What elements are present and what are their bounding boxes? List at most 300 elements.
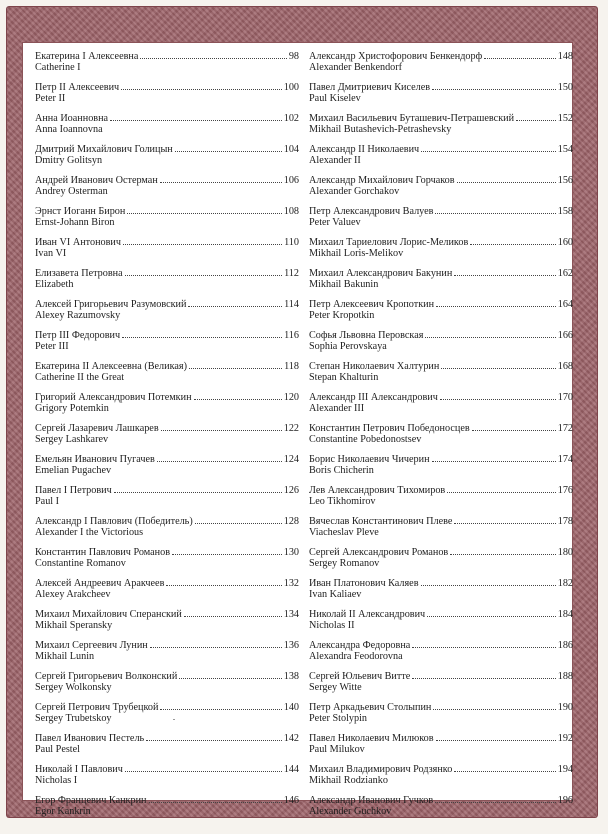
entry-page-number: 142 bbox=[283, 733, 299, 744]
dot-leader bbox=[194, 398, 282, 400]
toc-entry-line bbox=[35, 113, 299, 124]
entry-english-name: Mikhail Bakunin bbox=[309, 279, 379, 290]
dot-leader bbox=[114, 491, 282, 493]
dot-leader bbox=[149, 801, 282, 803]
entry-page-number: 192 bbox=[557, 733, 573, 744]
toc-entry-line bbox=[309, 702, 573, 713]
entry-page-number: 122 bbox=[283, 423, 299, 434]
toc-entry bbox=[35, 609, 299, 640]
dot-leader bbox=[436, 739, 556, 741]
toc-entry bbox=[35, 175, 299, 206]
dot-leader bbox=[189, 367, 282, 369]
toc-entry bbox=[309, 640, 573, 671]
entry-english-name: Peter II bbox=[35, 93, 66, 104]
entry-english-name: Sergey Lashkarev bbox=[35, 434, 109, 445]
entry-page-number: 144 bbox=[283, 764, 299, 775]
entry-page-number: 140 bbox=[283, 702, 299, 713]
entry-english-name: Elizabeth bbox=[35, 279, 74, 290]
entry-russian-name: Николай I Павлович bbox=[35, 764, 123, 775]
toc-entry-line bbox=[309, 361, 573, 372]
entry-russian-name: Петр Аркадьевич Столыпин bbox=[309, 702, 432, 713]
toc-entry bbox=[309, 671, 573, 702]
toc-entry bbox=[309, 764, 573, 795]
toc-entry-line bbox=[35, 547, 299, 558]
toc-entry-line bbox=[309, 144, 573, 155]
entry-russian-name: Емельян Иванович Пугачев bbox=[35, 454, 155, 465]
entry-page-number: 100 bbox=[283, 82, 299, 93]
entry-english-name: Mikhail Butashevich-Petrashevsky bbox=[309, 124, 452, 135]
entry-english-name: Stepan Khalturin bbox=[309, 372, 379, 383]
entry-russian-name: Александр II Николаевич bbox=[309, 144, 420, 155]
dot-leader bbox=[127, 212, 281, 214]
entry-english-name: Paul Milukov bbox=[309, 744, 365, 755]
dot-leader bbox=[421, 150, 556, 152]
toc-entry bbox=[35, 485, 299, 516]
entry-english-name: Mikhail Lunin bbox=[35, 651, 95, 662]
entry-russian-name: Лев Александрович Тихомиров bbox=[309, 485, 446, 496]
entry-page-number: 146 bbox=[283, 795, 299, 806]
entry-page-number: 108 bbox=[283, 206, 299, 217]
toc-entry bbox=[35, 702, 299, 733]
dot-leader bbox=[140, 57, 286, 59]
entry-english-name: Constantine Romanov bbox=[35, 558, 126, 569]
toc-entry-line bbox=[309, 392, 573, 403]
toc-entry-line bbox=[309, 578, 573, 589]
toc-entry bbox=[309, 330, 573, 361]
dot-leader bbox=[447, 491, 555, 493]
toc-entry bbox=[35, 578, 299, 609]
entry-page-number: 124 bbox=[283, 454, 299, 465]
entry-english-name: Catherine I bbox=[35, 62, 81, 73]
toc-entry-line bbox=[35, 578, 299, 589]
entry-russian-name: Эрнст Иоганн Бирон bbox=[35, 206, 126, 217]
entry-page-number: 126 bbox=[283, 485, 299, 496]
toc-entry bbox=[35, 764, 299, 795]
entry-english-name: Sergey Trubetskoy bbox=[35, 713, 112, 724]
toc-entry-line bbox=[35, 764, 299, 775]
entry-russian-name: Павел Иванович Пестель bbox=[35, 733, 145, 744]
print-speck bbox=[173, 719, 175, 720]
entry-russian-name: Александр Михайлович Горчаков bbox=[309, 175, 455, 186]
dot-leader bbox=[412, 646, 555, 648]
entry-english-name: Grigory Potemkin bbox=[35, 403, 109, 414]
toc-entry bbox=[35, 516, 299, 547]
dot-leader bbox=[516, 119, 556, 121]
dot-leader bbox=[436, 305, 556, 307]
entry-english-name: Alexey Arakcheev bbox=[35, 589, 111, 600]
entry-russian-name: Михаил Тариелович Лорис-Меликов bbox=[309, 237, 469, 248]
dot-leader bbox=[454, 274, 555, 276]
dot-leader bbox=[188, 305, 282, 307]
toc-entry-line bbox=[309, 82, 573, 93]
entry-page-number: 152 bbox=[557, 113, 573, 124]
entry-russian-name: Сергей Григорьевич Волконский bbox=[35, 671, 178, 682]
entry-english-name: Leo Tikhomirov bbox=[309, 496, 376, 507]
entry-english-name: Alexandra Feodorovna bbox=[309, 651, 403, 662]
entry-page-number: 120 bbox=[283, 392, 299, 403]
entry-english-name: Alexander II bbox=[309, 155, 361, 166]
entry-english-name: Nicholas II bbox=[309, 620, 355, 631]
toc-column-right bbox=[309, 51, 573, 826]
entry-page-number: 136 bbox=[283, 640, 299, 651]
toc-entry-line bbox=[35, 206, 299, 217]
toc-entry bbox=[309, 702, 573, 733]
dot-leader bbox=[150, 646, 282, 648]
entry-russian-name: Константин Петрович Победоносцев bbox=[309, 423, 470, 434]
entry-page-number: 112 bbox=[284, 268, 299, 279]
entry-russian-name: Александр I Павлович (Победитель) bbox=[35, 516, 193, 527]
toc-entry-line bbox=[309, 330, 573, 341]
entry-russian-name: Петр Алексеевич Кропоткин bbox=[309, 299, 435, 310]
toc-entry bbox=[309, 454, 573, 485]
toc-entry-line bbox=[35, 392, 299, 403]
dot-leader bbox=[166, 584, 281, 586]
dot-leader bbox=[121, 88, 282, 90]
entry-page-number: 178 bbox=[557, 516, 573, 527]
entry-page-number: 184 bbox=[557, 609, 573, 620]
entry-russian-name: Сергей Лазаревич Лашкарев bbox=[35, 423, 159, 434]
toc-entry bbox=[309, 485, 573, 516]
entry-page-number: 134 bbox=[283, 609, 299, 620]
entry-english-name: Alexander Guchkov bbox=[309, 806, 392, 817]
toc-entry-line bbox=[309, 485, 573, 496]
dot-leader bbox=[435, 801, 556, 803]
entry-page-number: 188 bbox=[557, 671, 573, 682]
entry-english-name: Dmitry Golitsyn bbox=[35, 155, 103, 166]
toc-entry bbox=[35, 330, 299, 361]
entry-english-name: Catherine II the Great bbox=[35, 372, 125, 383]
toc-entry-line bbox=[309, 113, 573, 124]
dot-leader bbox=[441, 367, 555, 369]
entry-russian-name: Александр Христофорович Бенкендорф bbox=[309, 51, 483, 62]
dot-leader bbox=[412, 677, 555, 679]
entry-russian-name: Петр II Алексеевич bbox=[35, 82, 120, 93]
entry-russian-name: Петр III Федорович bbox=[35, 330, 121, 341]
entry-english-name: Ivan Kaliaev bbox=[309, 589, 362, 600]
entry-english-name: Emelian Pugachev bbox=[35, 465, 112, 476]
entry-english-name: Peter Stolypin bbox=[309, 713, 368, 724]
toc-entry-line bbox=[35, 51, 299, 62]
dot-leader bbox=[122, 336, 282, 338]
entry-page-number: 176 bbox=[557, 485, 573, 496]
toc-entry-line bbox=[309, 175, 573, 186]
entry-russian-name: Алексей Андреевич Аракчеев bbox=[35, 578, 165, 589]
toc-entry-line bbox=[35, 330, 299, 341]
entry-page-number: 174 bbox=[557, 454, 573, 465]
toc-entry bbox=[309, 547, 573, 578]
toc-entry bbox=[35, 113, 299, 144]
entry-russian-name: Александр Иванович Гучков bbox=[309, 795, 434, 806]
entry-page-number: 128 bbox=[283, 516, 299, 527]
dot-leader bbox=[433, 708, 555, 710]
toc-entry-line bbox=[309, 268, 573, 279]
dot-leader bbox=[175, 150, 282, 152]
toc-entry bbox=[309, 795, 573, 826]
toc-entry bbox=[309, 237, 573, 268]
dot-leader bbox=[472, 429, 556, 431]
toc-entry bbox=[35, 206, 299, 237]
dot-leader bbox=[454, 522, 555, 524]
entry-page-number: 132 bbox=[283, 578, 299, 589]
toc-entry bbox=[35, 423, 299, 454]
entry-page-number: 172 bbox=[557, 423, 573, 434]
dot-leader bbox=[161, 429, 282, 431]
toc-entry bbox=[309, 299, 573, 330]
toc-entry-line bbox=[309, 299, 573, 310]
entry-russian-name: Андрей Иванович Остерман bbox=[35, 175, 158, 186]
toc-entry bbox=[35, 144, 299, 175]
toc-entry bbox=[35, 454, 299, 485]
entry-page-number: 180 bbox=[557, 547, 573, 558]
dot-leader bbox=[425, 336, 555, 338]
toc-entry-line bbox=[35, 361, 299, 372]
dot-leader bbox=[484, 57, 556, 59]
toc-entry bbox=[309, 516, 573, 547]
entry-russian-name: Елизавета Петровна bbox=[35, 268, 123, 279]
toc-entry-line bbox=[35, 454, 299, 465]
toc-entry bbox=[309, 113, 573, 144]
toc-entry-line bbox=[35, 144, 299, 155]
entry-page-number: 98 bbox=[288, 51, 299, 62]
toc-entry bbox=[35, 640, 299, 671]
toc-entry bbox=[309, 175, 573, 206]
entry-russian-name: Анна Иоанновна bbox=[35, 113, 109, 124]
entry-page-number: 166 bbox=[557, 330, 573, 341]
toc-entry-line bbox=[35, 609, 299, 620]
dot-leader bbox=[470, 243, 555, 245]
entry-page-number: 190 bbox=[557, 702, 573, 713]
entry-english-name: Boris Chicherin bbox=[309, 465, 374, 476]
entry-english-name: Alexey Razumovsky bbox=[35, 310, 121, 321]
entry-english-name: Mikhail Speransky bbox=[35, 620, 113, 631]
entry-english-name: Constantine Pobedonostsev bbox=[309, 434, 422, 445]
entry-russian-name: Михаил Владимирович Родзянко bbox=[309, 764, 453, 775]
toc-entry-line bbox=[35, 175, 299, 186]
dot-leader bbox=[421, 584, 556, 586]
dot-leader bbox=[184, 615, 282, 617]
entry-russian-name: Екатерина I Алексеевна bbox=[35, 51, 139, 62]
entry-english-name: Anna Ioannovna bbox=[35, 124, 103, 135]
entry-english-name: Paul I bbox=[35, 496, 60, 507]
dot-leader bbox=[435, 212, 555, 214]
entry-page-number: 158 bbox=[557, 206, 573, 217]
dot-leader bbox=[146, 739, 282, 741]
entry-english-name: Sergey Wolkonsky bbox=[35, 682, 112, 693]
toc-entry-line bbox=[35, 237, 299, 248]
entry-russian-name: Михаил Сергеевич Лунин bbox=[35, 640, 148, 651]
toc-entry bbox=[35, 795, 299, 826]
toc-entry bbox=[309, 609, 573, 640]
dot-leader bbox=[172, 553, 282, 555]
toc-entry bbox=[309, 82, 573, 113]
entry-page-number: 102 bbox=[283, 113, 299, 124]
entry-english-name: Andrey Osterman bbox=[35, 186, 108, 197]
toc-entry bbox=[309, 392, 573, 423]
entry-english-name: Paul Kiselev bbox=[309, 93, 361, 104]
entry-russian-name: Михаил Михайлович Сперанский bbox=[35, 609, 182, 620]
toc-entry-line bbox=[35, 485, 299, 496]
toc-entry-line bbox=[309, 671, 573, 682]
entry-english-name: Alexander Gorchakov bbox=[309, 186, 400, 197]
entry-russian-name: Александра Федоровна bbox=[309, 640, 411, 651]
toc-entry-line bbox=[35, 516, 299, 527]
toc-entry bbox=[309, 51, 573, 82]
entry-russian-name: Егор Францевич Канкрин bbox=[35, 795, 147, 806]
entry-page-number: 154 bbox=[557, 144, 573, 155]
entry-english-name: Peter Kropotkin bbox=[309, 310, 375, 321]
entry-english-name: Sophia Perovskaya bbox=[309, 341, 387, 352]
entry-page-number: 194 bbox=[557, 764, 573, 775]
toc-entry-line bbox=[309, 609, 573, 620]
toc-entry bbox=[309, 733, 573, 764]
entry-page-number: 182 bbox=[557, 578, 573, 589]
dot-leader bbox=[123, 243, 282, 245]
entry-english-name: Sergey Romanov bbox=[309, 558, 380, 569]
dot-leader bbox=[432, 88, 556, 90]
entry-russian-name: Николай II Александрович bbox=[309, 609, 426, 620]
entry-english-name: Sergey Witte bbox=[309, 682, 362, 693]
entry-russian-name: Иван VI Антонович bbox=[35, 237, 122, 248]
dot-leader bbox=[160, 708, 281, 710]
toc-entry bbox=[35, 361, 299, 392]
entry-english-name: Nicholas I bbox=[35, 775, 78, 786]
entry-page-number: 156 bbox=[557, 175, 573, 186]
toc-entry-line bbox=[35, 299, 299, 310]
toc-entry bbox=[309, 144, 573, 175]
toc-entry-line bbox=[35, 640, 299, 651]
toc-entry-line bbox=[35, 268, 299, 279]
toc-entry-line bbox=[309, 423, 573, 434]
toc-entry-line bbox=[35, 423, 299, 434]
dot-leader bbox=[427, 615, 556, 617]
toc-entry-line bbox=[309, 764, 573, 775]
dot-leader bbox=[195, 522, 282, 524]
toc-entry-line bbox=[309, 454, 573, 465]
entry-russian-name: Григорий Александрович Потемкин bbox=[35, 392, 192, 403]
entry-russian-name: Михаил Александрович Бакунин bbox=[309, 268, 453, 279]
dot-leader bbox=[160, 181, 282, 183]
toc-entry-line bbox=[35, 795, 299, 806]
entry-english-name: Ivan VI bbox=[35, 248, 67, 259]
entry-russian-name: Борис Николаевич Чичерин bbox=[309, 454, 430, 465]
entry-russian-name: Дмитрий Михайлович Голицын bbox=[35, 144, 173, 155]
toc-entry-line bbox=[35, 733, 299, 744]
contents-panel bbox=[23, 43, 573, 817]
entry-page-number: 114 bbox=[284, 299, 299, 310]
toc-entry bbox=[309, 268, 573, 299]
toc-entry-line bbox=[35, 702, 299, 713]
toc-entry-line bbox=[35, 671, 299, 682]
entry-page-number: 160 bbox=[557, 237, 573, 248]
entry-page-number: 170 bbox=[557, 392, 573, 403]
dot-leader bbox=[125, 274, 282, 276]
toc-entry bbox=[309, 361, 573, 392]
dot-leader bbox=[440, 398, 556, 400]
entry-english-name: Ernst-Johann Biron bbox=[35, 217, 115, 228]
toc-entry bbox=[35, 299, 299, 330]
entry-english-name: Mikhail Loris-Melikov bbox=[309, 248, 404, 259]
entry-russian-name: Степан Николаевич Халтурин bbox=[309, 361, 440, 372]
entry-page-number: 130 bbox=[283, 547, 299, 558]
entry-russian-name: Павел Николаевич Милюков bbox=[309, 733, 434, 744]
dot-leader bbox=[457, 181, 556, 183]
entry-english-name: Alexander III bbox=[309, 403, 365, 414]
entry-page-number: 118 bbox=[284, 361, 299, 372]
entry-russian-name: Вячеслав Константинович Плеве bbox=[309, 516, 453, 527]
toc-entry-line bbox=[309, 547, 573, 558]
dot-leader bbox=[450, 553, 555, 555]
toc-entry bbox=[35, 671, 299, 702]
entry-english-name: Peter Valuev bbox=[309, 217, 361, 228]
entry-page-number: 162 bbox=[557, 268, 573, 279]
toc-entry-line bbox=[309, 206, 573, 217]
entry-page-number: 106 bbox=[283, 175, 299, 186]
entry-english-name: Alexander Benkendorf bbox=[309, 62, 403, 73]
entry-page-number: 196 bbox=[557, 795, 573, 806]
entry-page-number: 150 bbox=[557, 82, 573, 93]
dot-leader bbox=[125, 770, 282, 772]
toc-entry-line bbox=[35, 82, 299, 93]
dot-leader bbox=[432, 460, 556, 462]
toc-entry-line bbox=[309, 51, 573, 62]
entry-russian-name: Иван Платонович Каляев bbox=[309, 578, 419, 589]
entry-russian-name: Сергей Юльевич Витте bbox=[309, 671, 411, 682]
entry-russian-name: Петр Александрович Валуев bbox=[309, 206, 434, 217]
dot-leader bbox=[157, 460, 282, 462]
entry-page-number: 164 bbox=[557, 299, 573, 310]
entry-english-name: Alexander I the Victorious bbox=[35, 527, 144, 538]
dot-leader bbox=[179, 677, 281, 679]
entry-russian-name: Александр III Александрович bbox=[309, 392, 438, 403]
entry-page-number: 168 bbox=[557, 361, 573, 372]
toc-column-left bbox=[35, 51, 299, 826]
toc-entry-line bbox=[309, 640, 573, 651]
entry-russian-name: Сергей Петрович Трубецкой bbox=[35, 702, 159, 713]
entry-english-name: Paul Pestel bbox=[35, 744, 80, 755]
toc-entry bbox=[309, 423, 573, 454]
entry-page-number: 138 bbox=[283, 671, 299, 682]
entry-russian-name: Павел Дмитриевич Киселев bbox=[309, 82, 431, 93]
toc-entry-line bbox=[309, 795, 573, 806]
toc-entry bbox=[309, 206, 573, 237]
entry-russian-name: Алексей Григорьевич Разумовский bbox=[35, 299, 187, 310]
entry-english-name: Mikhail Rodzianko bbox=[309, 775, 388, 786]
entry-page-number: 104 bbox=[283, 144, 299, 155]
entry-russian-name: Сергей Александрович Романов bbox=[309, 547, 449, 558]
toc-entry bbox=[35, 547, 299, 578]
toc-entry-line bbox=[309, 237, 573, 248]
dot-leader bbox=[454, 770, 555, 772]
entry-english-name: Peter III bbox=[35, 341, 69, 352]
entry-russian-name: Михаил Васильевич Буташевич-Петрашевский bbox=[309, 113, 515, 124]
entry-english-name: Egor Kankrin bbox=[35, 806, 91, 817]
toc-entry-line bbox=[309, 516, 573, 527]
entry-russian-name: Константин Павлович Романов bbox=[35, 547, 171, 558]
entry-page-number: 110 bbox=[284, 237, 299, 248]
entry-english-name: Viacheslav Pleve bbox=[309, 527, 379, 538]
entry-page-number: 186 bbox=[557, 640, 573, 651]
entry-page-number: 148 bbox=[557, 51, 573, 62]
toc-entry bbox=[35, 237, 299, 268]
dot-leader bbox=[110, 119, 282, 121]
entry-russian-name: Екатерина II Алексеевна (Великая) bbox=[35, 361, 187, 372]
toc-entry-line bbox=[309, 733, 573, 744]
toc-entry bbox=[309, 578, 573, 609]
toc-entry bbox=[35, 733, 299, 764]
entry-page-number: 116 bbox=[284, 330, 299, 341]
toc-entry bbox=[35, 82, 299, 113]
toc-entry bbox=[35, 268, 299, 299]
